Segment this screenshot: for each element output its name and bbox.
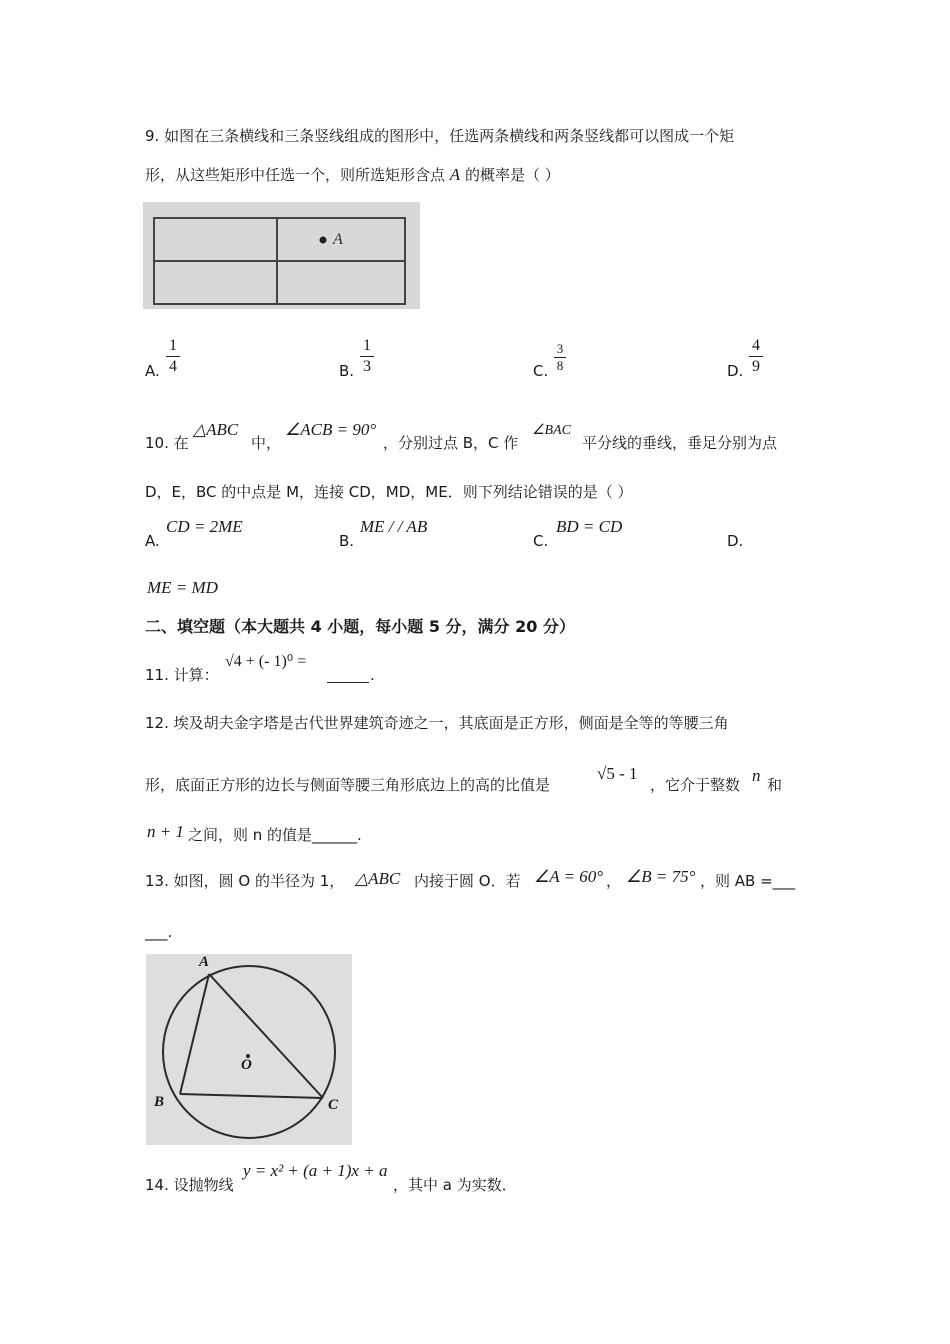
q11-end: . [370,666,375,684]
q13-comma: ， [606,872,622,890]
q13-triangle: △ABC [355,869,401,888]
q11-answer-blank[interactable] [327,664,369,683]
q9-option-c-letter: C. [533,362,549,380]
q9-option-c-den: 8 [556,358,564,373]
q11-expr: √4 + (- 1)⁰ = [225,653,307,670]
q9-option-c-fraction [554,342,566,373]
q9-line2-post: 的概率是（ ） [460,166,560,184]
q9-point: A [449,165,461,184]
q10-angle-bac: ∠BAC [532,423,571,438]
q13-fig-label-a: A [199,954,210,970]
q10-triangle: △ABC [193,420,239,439]
q9-option-b-den: 3 [363,358,371,375]
q9-line2 [145,165,560,185]
q9-option-a-den: 4 [169,358,177,375]
q13-angle-a: ∠A = 60° [534,867,604,886]
q9-option-b-num: 1 [363,337,371,354]
q12-line2-pre: 形，底面正方形的边长与侧面等腰三角形底边上的高的比值是 [145,776,551,794]
q9-option-a-letter: A. [145,362,160,380]
q12-expr: √5 - 1 [597,764,638,783]
q14-pre: 14. 设抛物线 [145,1176,234,1194]
q10-mid2: 平分线的垂线，垂足分别为点 [582,434,778,452]
q10-option-a-expr: CD = 2ME [166,517,243,536]
q9-option-d-num: 4 [752,337,760,354]
q10-line2: D，E，BC 的中点是 M，连接 CD，MD，ME．则下列结论错误的是（ ） [145,483,633,501]
q9-option-c-num: 3 [556,341,564,356]
q13-fig-label-b: B [154,1094,165,1110]
q13-fig-label-c: C [328,1097,339,1113]
q9-figure-point-a: A [333,231,343,248]
q9-option-a-fraction [166,337,180,376]
q13-fig-label-o: O [241,1057,252,1073]
q9-line1: 9. 如图在三条横线和三条竖线组成的图形中，任选两条横线和两条竖线都可以图成一个矩 [145,127,735,145]
q9-line2-pre: 形，从这些矩形中任选一个，则所选矩形含点 [145,166,450,184]
q13-angle-b: ∠B = 75° [626,867,696,886]
q10-option-d-letter: D. [727,532,744,550]
q10-option-b-letter: B. [339,532,355,550]
q14-expr: y = x² + (a + 1)x + a [243,1161,388,1180]
q11-label: 11. 计算： [145,666,219,684]
q10-mid1: ，分别过点 B，C 作 [383,434,519,452]
q9-option-b-letter: B. [339,362,355,380]
q10-option-d-expr: ME = MD [147,578,218,597]
section-2-heading: 二、填空题（本大题共 4 小题，每小题 5 分，满分 20 分） [145,617,575,636]
q9-option-d-den: 9 [752,358,760,375]
q13-post: ，则 AB =___ [700,872,796,890]
q9-grid-figure [143,202,420,309]
q13-pre: 13. 如图，圆 O 的半径为 1， [145,872,345,890]
q12-line3-post: 之间，则 n 的值是______. [188,826,362,844]
q12-n: n [752,766,761,785]
q10-option-b-expr: ME / / AB [360,517,428,536]
q13-circle-figure [146,954,352,1145]
q12-line1: 12. 埃及胡夫金字塔是古代世界建筑奇迹之一，其底面是正方形，侧面是全等的等腰三角 [145,714,729,732]
q9-option-d-fraction [749,337,763,376]
q13-mid: 内接于圆 O．若 [414,872,521,890]
q14-post: ，其中 a 为实数． [393,1176,517,1194]
q12-he: 和 [767,776,783,794]
q10-option-c-letter: C. [533,532,549,550]
q10-option-a-letter: A. [145,532,160,550]
q9-option-a-num: 1 [169,337,177,354]
q10-num: 10. 在 [145,434,189,452]
q10-option-c-expr: BD = CD [556,517,623,536]
q12-line3-expr: n + 1 [147,822,184,841]
q9-option-b-fraction [360,337,374,376]
q10-zhong: 中， [251,434,282,452]
q9-option-d-letter: D. [727,362,744,380]
q13-line2: ___. [145,923,173,941]
q10-angle: ∠ACB = 90° [285,420,377,439]
q12-line2-post: ，它介于整数 [650,776,741,794]
